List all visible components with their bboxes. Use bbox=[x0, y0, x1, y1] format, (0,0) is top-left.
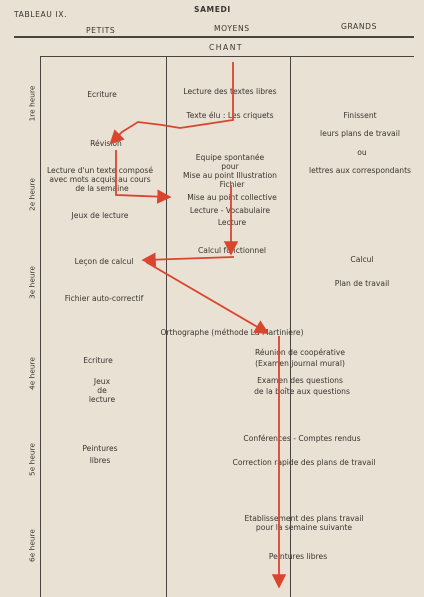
hour-label-3: 3e heure bbox=[27, 266, 37, 299]
moyens-reunion-1: Réunion de coopérative bbox=[254, 348, 346, 357]
moyens-orthographe: Orthographe (méthode La Martinière) bbox=[160, 328, 304, 337]
col-header-moyens: MOYENS bbox=[214, 24, 250, 33]
arrow-calcul-to-lecon bbox=[145, 257, 234, 260]
col-header-petits: PETITS bbox=[86, 26, 116, 35]
grands-finissent-3: ou bbox=[357, 148, 367, 157]
petits-jeux-2: de bbox=[97, 386, 107, 395]
petits-ecriture-2: Ecriture bbox=[83, 356, 113, 365]
hour-label-4: 4e heure bbox=[27, 357, 37, 390]
petits-jeux-3: lecture bbox=[88, 395, 116, 404]
hour-label-1: 1re heure bbox=[27, 85, 37, 122]
moyens-texte-elu: Texte élu : Les criquets bbox=[186, 111, 274, 120]
petits-peintures-1: Peintures bbox=[82, 444, 118, 453]
grands-finissent-1: Finissent bbox=[343, 111, 377, 120]
moyens-fichier: Fichier bbox=[219, 180, 245, 189]
arrow-lecon-to-orthographe bbox=[146, 262, 266, 332]
arrow-texte-to-revision bbox=[112, 62, 233, 142]
petits-revision: Révision bbox=[90, 139, 122, 148]
moyens-conferences: Conférences - Comptes rendus bbox=[243, 434, 361, 443]
petits-peintures-2: libres bbox=[89, 456, 111, 465]
moyens-lecture-vocab: Lecture - Vocabulaire bbox=[189, 206, 271, 215]
moyens-reunion-2: (Examen journal mural) bbox=[255, 359, 345, 368]
petits-jeux-lecture: Jeux de lecture bbox=[71, 211, 129, 220]
table-title: TABLEAU IX. bbox=[14, 10, 68, 19]
moyens-lecture-textes: Lecture des textes libres bbox=[183, 87, 277, 96]
hour-label-2: 2e heure bbox=[27, 178, 37, 211]
petits-ecriture: Ecriture bbox=[87, 90, 117, 99]
petits-lecture-compose-3: de la semaine bbox=[75, 184, 129, 193]
grands-finissent-2: leurs plans de travail bbox=[320, 129, 400, 138]
petits-jeux-1: Jeux bbox=[93, 377, 111, 386]
moyens-mise-point-coll: Mise au point collective bbox=[187, 193, 277, 202]
moyens-equipe-2: pour bbox=[221, 162, 239, 171]
petits-fichier-auto: Fichier auto-correctif bbox=[64, 294, 144, 303]
moyens-correction: Correction rapide des plans de travail bbox=[232, 458, 376, 467]
grands-finissent-4: lettres aux correspondants bbox=[309, 166, 411, 175]
petits-lecture-compose-1: Lecture d'un texte composé bbox=[46, 166, 154, 175]
arrow-lecture-to-mise-point bbox=[116, 150, 168, 197]
hour-label-5: 5e heure bbox=[27, 443, 37, 476]
chant-label: CHANT bbox=[209, 43, 244, 52]
moyens-mise-point-ill: Mise au point Illustration bbox=[183, 171, 277, 180]
moyens-etablissement-1: Etablissement des plans travail bbox=[244, 514, 364, 523]
grands-plan-travail: Plan de travail bbox=[334, 279, 390, 288]
moyens-examen-2: de la boîte aux questions bbox=[254, 387, 350, 396]
moyens-lecture: Lecture bbox=[217, 218, 247, 227]
moyens-equipe-1: Equipe spontanée bbox=[195, 153, 265, 162]
moyens-peintures-libres: Peintures libres bbox=[268, 552, 328, 561]
moyens-calcul-fonct: Calcul fonctionnel bbox=[197, 246, 267, 255]
moyens-examen-1: Examen des questions bbox=[257, 376, 343, 385]
day-label: SAMEDI bbox=[194, 5, 231, 14]
petits-lecture-compose-2: avec mots acquis au cours bbox=[49, 175, 151, 184]
col-header-grands: GRANDS bbox=[341, 22, 377, 31]
moyens-etablissement-2: pour la semaine suivante bbox=[255, 523, 353, 532]
petits-lecon-calcul: Leçon de calcul bbox=[74, 257, 134, 266]
hour-label-6: 6e heure bbox=[27, 529, 37, 562]
grands-calcul: Calcul bbox=[350, 255, 374, 264]
